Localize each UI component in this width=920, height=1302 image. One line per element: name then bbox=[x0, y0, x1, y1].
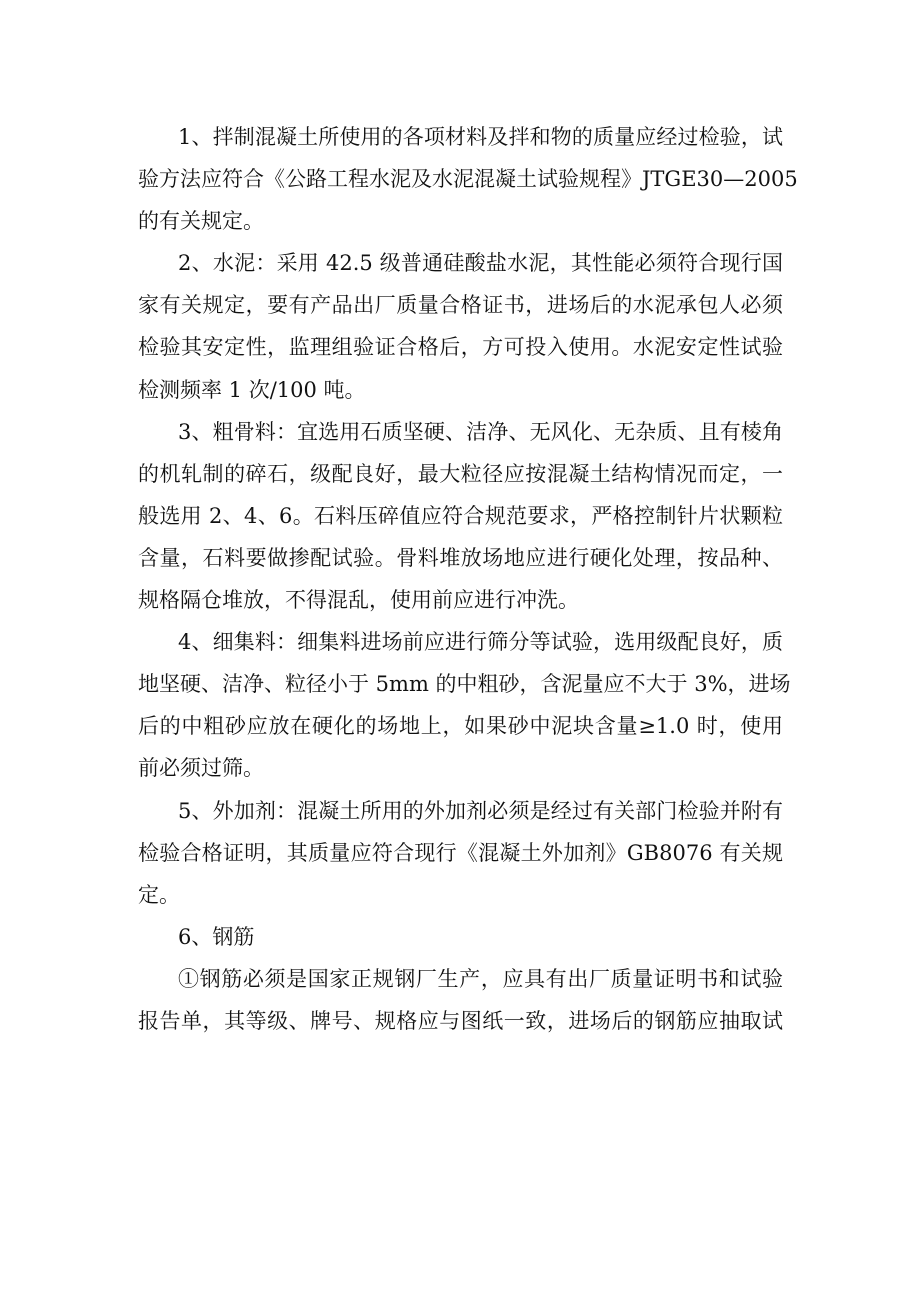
section-heading-steel bbox=[138, 916, 783, 958]
paragraph-line: 2、水泥：采用 42.5 级普通硅酸盐水泥，其性能必须符合现行国 bbox=[178, 251, 783, 276]
paragraph-line: 前必须过筛。 bbox=[138, 756, 264, 781]
paragraph-line: 家有关规定，要有产品出厂质量合格证书，进场后的水泥承包人必须 bbox=[138, 293, 783, 318]
paragraph-line: 3、粗骨料：宜选用石质坚硬、洁净、无风化、无杂质、且有棱角 bbox=[178, 419, 783, 444]
paragraph-4 bbox=[138, 621, 791, 789]
paragraph-line: 报告单，其等级、牌号、规格应与图纸一致，进场后的钢筋应抽取试 bbox=[138, 1008, 783, 1033]
paragraph-line: 验方法应符合《公路工程水泥及水泥混凝土试验规程》JTGE30—2005 bbox=[138, 167, 798, 192]
paragraph-line: 的机轧制的碎石，级配良好，最大粒径应按混凝土结构情况而定，一 bbox=[138, 461, 783, 486]
paragraph-line: 6、钢筋 bbox=[178, 924, 255, 949]
paragraph-2 bbox=[138, 242, 783, 410]
paragraph-line: 定。 bbox=[138, 882, 180, 907]
paragraph-line: 检验其安定性，监理组验证合格后，方可投入使用。水泥安定性试验 bbox=[138, 335, 783, 360]
paragraph-line: 般选用 2、4、6。石料压碎值应符合规范要求，严格控制针片状颗粒 bbox=[138, 503, 783, 528]
paragraph-line: ①钢筋必须是国家正规钢厂生产，应具有出厂质量证明书和试验 bbox=[178, 966, 783, 991]
paragraph-line: 地坚硬、洁净、粒径小于 5mm 的中粗砂，含泥量应不大于 3%，进场 bbox=[138, 672, 791, 697]
paragraph-5 bbox=[138, 790, 783, 916]
paragraph-line: 检验合格证明，其质量应符合现行《混凝土外加剂》GB8076 有关规 bbox=[138, 840, 783, 865]
paragraph-line: 5、外加剂：混凝土所用的外加剂必须是经过有关部门检验并附有 bbox=[178, 798, 783, 823]
paragraph-line: 1、拌制混凝土所使用的各项材料及拌和物的质量应经过检验，试 bbox=[178, 125, 783, 149]
paragraph-1 bbox=[138, 116, 798, 242]
paragraph-line: 含量，石料要做掺配试验。骨料堆放场地应进行硬化处理，按品种、 bbox=[138, 545, 783, 570]
paragraph-line: 规格隔仓堆放，不得混乱，使用前应进行冲洗。 bbox=[138, 588, 579, 613]
document-body bbox=[138, 116, 798, 1042]
paragraph-line: 4、细集料：细集料进场前应进行筛分等试验，选用级配良好，质 bbox=[178, 630, 783, 655]
paragraph-line: 的有关规定。 bbox=[138, 209, 264, 234]
paragraph-line: 后的中粗砂应放在硬化的场地上，如果砂中泥块含量≥1.0 时，使用 bbox=[138, 714, 783, 739]
paragraph-3 bbox=[138, 411, 783, 621]
paragraph-line: 检测频率 1 次/100 吨。 bbox=[138, 377, 366, 402]
paragraph-7 bbox=[138, 958, 783, 1042]
